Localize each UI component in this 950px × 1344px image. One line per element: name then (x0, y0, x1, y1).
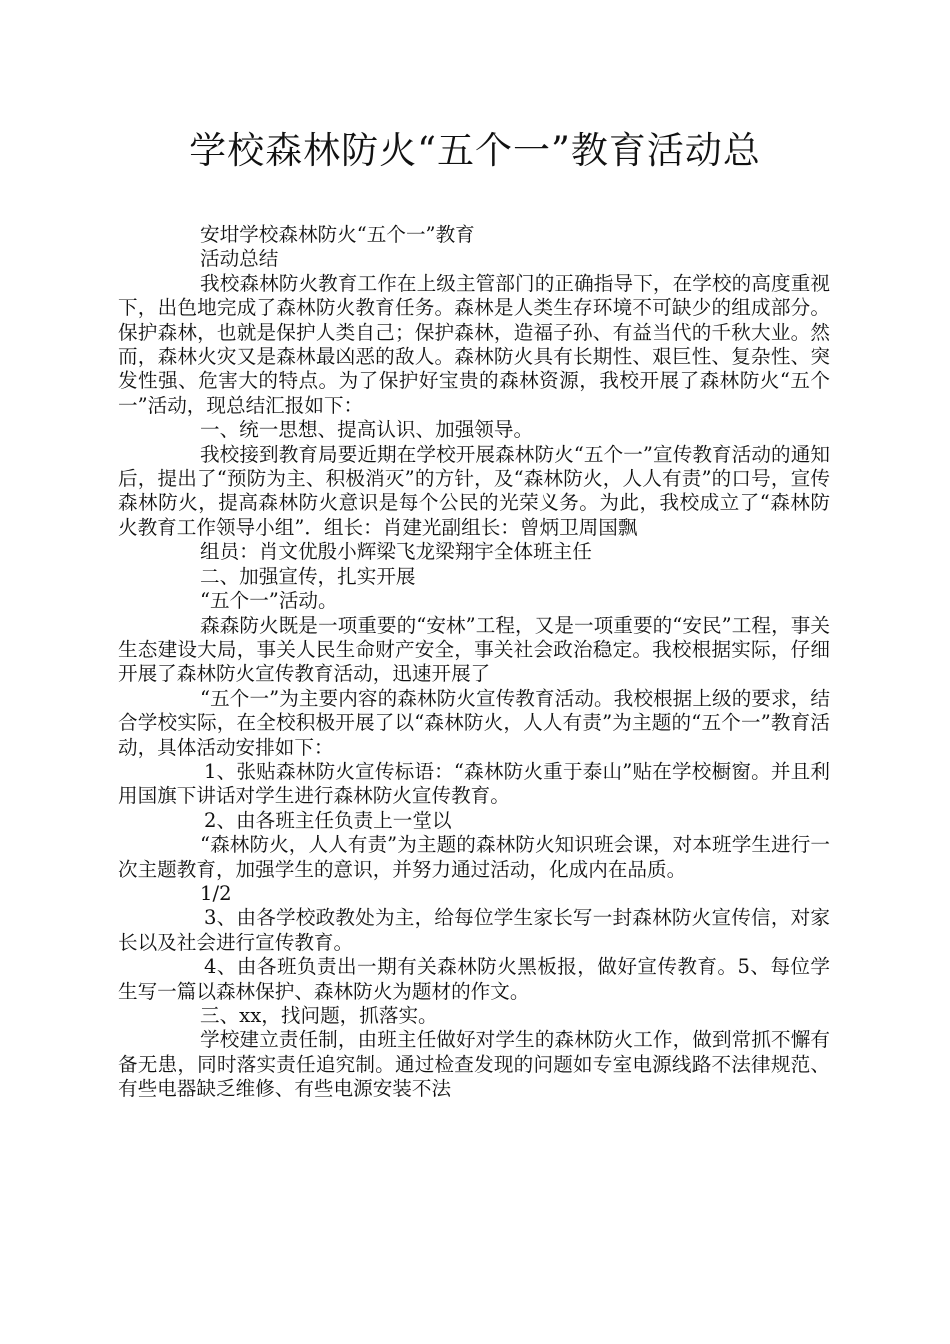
document-body (118, 223, 830, 1102)
paragraph: 二、加强宣传，扎实开展 (200, 564, 416, 588)
paragraph: “五个一”活动。 (200, 589, 338, 613)
paragraph: 三、xx，找问题，抓落实。 (200, 1004, 438, 1027)
paragraph: 2、由各班主任负责上一堂以 (204, 808, 452, 832)
paragraph: 3、由各学校政教处为主，给每位学生家长写一封森林防火宣传信，对家长以及社会进行宣传教育。 (118, 906, 830, 954)
paragraph: 安坩学校森林防火“五个一”教育 (200, 223, 475, 246)
paragraph: “森林防火，人人有责”为主题的森林防火知识班会课，对本班学生进行一次主题教育，加强学生的意识，并努力通过活动，化成内在品质。 (118, 833, 830, 881)
paragraph: 学校建立责任制，由班主任做好对学生的森林防火工作，做到常抓不懈有备无患，同时落实责任追究制。通过检查发现的问题如专室电源线路不法律规范、有些电器缺乏维修、有些电源安装不法 (118, 1028, 830, 1101)
paragraph: 4、由各班负责出一期有关森林防火黑板报，做好宣传教育。5、每位学生写一篇以森林保护、森林防火为题材的作文。 (118, 955, 830, 1003)
paragraph: 1、张贴森林防火宣传标语：“森林防火重于泰山”贴在学校橱窗。并且利用国旗下讲话对学生进行森林防火宣传教育。 (118, 759, 830, 808)
document-title: 学校森林防火“五个一”教育活动总 (189, 129, 761, 172)
paragraph: 一、统一思想、提高认识、加强领导。 (200, 418, 534, 442)
paragraph: 森森防火既是一项重要的“安林”工程，又是一项重要的“安民”工程，事关生态建设大局，事关人民生命财产安全，事关社会政治稳定。我校根据实际，仔细开展了森林防火宣传教育活动，迅速开展了 (118, 613, 830, 686)
paragraph: 活动总结 (200, 247, 279, 271)
paragraph: 我校森林防火教育工作在上级主管部门的正确指导下，在学校的高度重视下，出色地完成了森林防火教育任务。森林是人类生存环境不可缺少的组成部分。保护森林，也就是保护人类自己；保护森林，造福子孙、有益当代的千秋大业。然而，森林火灾又是森林最凶恶的敌人。森林防火具有长期性、艰巨性、复杂性、突发性强、危害大的特点。为了保护好宝贵的森林资源，我校开展了森林防火“五个一”活动，现总结汇报如下： (118, 271, 830, 417)
paragraph: “五个一”为主要内容的森林防火宣传教育活动。我校根据上级的要求，结合学校实际，在全校积极开展了以“森林防火，人人有责”为主题的“五个一”教育活动，具体活动安排如下： (118, 686, 830, 759)
paragraph: 1/2 (200, 881, 232, 905)
paragraph: 我校接到教育局要近期在学校开展森林防火“五个一”宣传教育活动的通知后，提出了“预防为主、积极消灭”的方针，及“森林防火，人人有责”的口号，宣传森林防火，提高森林防火意识是每个公民的光荣义务。为此，我校成立了“森林防火教育工作领导小组”．组长：肖建光副组长：曾炳卫周国飘 (118, 442, 830, 539)
paragraph: 组员：肖文优殷小辉梁飞龙梁翔宇全体班主任 (200, 540, 592, 564)
